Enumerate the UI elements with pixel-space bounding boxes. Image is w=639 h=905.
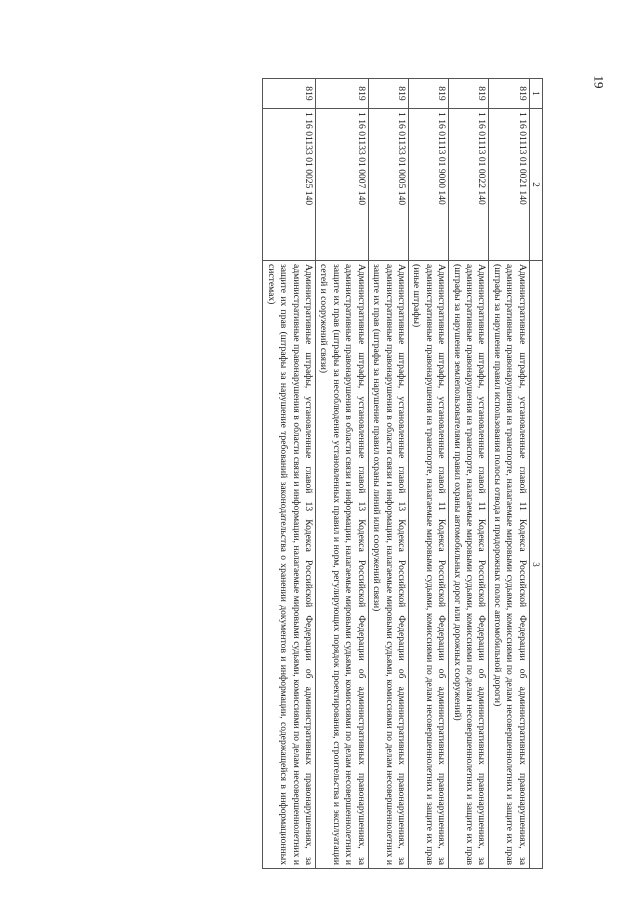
- description-cell: Административные штрафы, установленные главой 11 Кодекса Российской Федерации об административных правонарушениях, за административные правонарушения на транспорте, налагаемые мировыми судьями, комиссиями по делам несовершеннолетних и защите их прав (штрафы за нарушение землепользователями правил охраны автомобильных дорог или дорожных сооружений): [449, 261, 489, 869]
- table-row: [263, 79, 316, 869]
- table-row: [316, 79, 369, 869]
- table-row: [368, 79, 408, 869]
- description-cell: Административные штрафы, установленные главой 13 Кодекса Российской Федерации об административных правонарушениях, за административные правонарушения в области связи и информации, налагаемые мировыми судьями, комиссиями по делам несовершеннолетних и защите их прав (штрафы за несоблюдение установленных правил и норм, регулирующих порядок проектирования, строительства и эксплуатации сетей и сооружений связи): [316, 261, 369, 869]
- kbk-code-cell: 1 16 01133 01 0007 140: [316, 109, 369, 261]
- table-header-row: [529, 79, 542, 869]
- description-cell: Административные штрафы, установленные главой 11 Кодекса Российской Федерации об административных правонарушениях, за административные правонарушения на транспорте, налагаемые мировыми судьями, комиссиями по делам несовершеннолетних и защите их прав (штрафы за нарушение правил использования полосы отвода и придорожных полос автомобильной дороги): [489, 261, 529, 869]
- admin-code-cell: 819: [316, 79, 369, 109]
- column-header-2: 2: [529, 109, 542, 261]
- kbk-code-cell: 1 16 01133 01 0005 140: [368, 109, 408, 261]
- page-number: 19: [591, 75, 607, 89]
- admin-code-cell: 819: [263, 79, 316, 109]
- kbk-code-cell: 1 16 01113 01 0021 140: [489, 109, 529, 261]
- admin-code-cell: 819: [408, 79, 448, 109]
- column-header-1: 1: [529, 79, 542, 109]
- admin-code-cell: 819: [449, 79, 489, 109]
- table-row: [449, 79, 489, 869]
- admin-code-cell: 819: [368, 79, 408, 109]
- kbk-code-cell: 1 16 01113 01 9000 140: [408, 109, 448, 261]
- rotated-table-container: [113, 78, 543, 868]
- table-row: [489, 79, 529, 869]
- description-cell: Административные штрафы, установленные главой 13 Кодекса Российской Федерации об административных правонарушениях, за административные правонарушения в области связи и информации, налагаемые мировыми судьями, комиссиями по делам несовершеннолетних и защите их прав (штрафы за нарушение требований законодательства о хранении документов и информации, содержащейся в информационных системах): [263, 261, 316, 869]
- description-cell: Административные штрафы, установленные главой 11 Кодекса Российской Федерации об административных правонарушениях, за административные правонарушения на транспорте, налагаемые мировыми судьями, комиссиями по делам несовершеннолетних и защите их прав (иные штрафы): [408, 261, 448, 869]
- description-cell: Административные штрафы, установленные главой 13 Кодекса Российской Федерации об административных правонарушениях, за административные правонарушения в области связи и информации, налагаемые мировыми судьями, комиссиями по делам несовершеннолетних и защите их прав (штрафы за нарушение правил охраны линий или сооружений связи): [368, 261, 408, 869]
- admin-code-cell: 819: [489, 79, 529, 109]
- budget-codes-table: [262, 78, 543, 869]
- column-header-3: 3: [529, 261, 542, 869]
- kbk-code-cell: 1 16 01113 01 0022 140: [449, 109, 489, 261]
- table-row: [408, 79, 448, 869]
- kbk-code-cell: 1 16 01133 01 0025 140: [263, 109, 316, 261]
